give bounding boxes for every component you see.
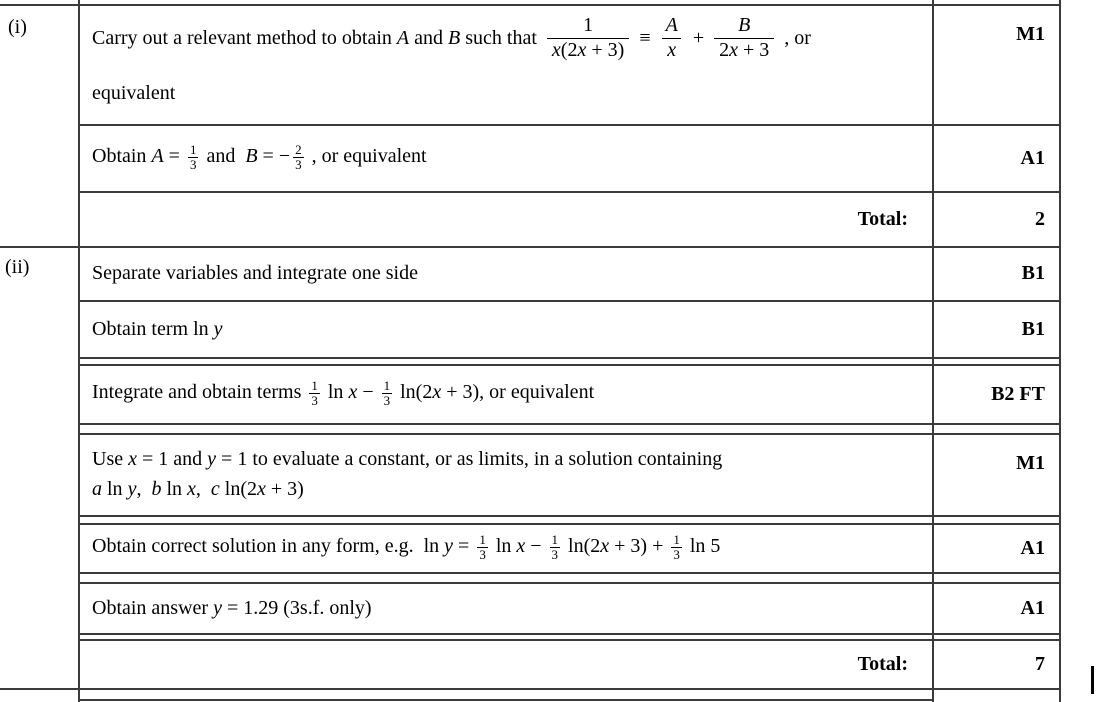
mark-value: B2 FT [991,382,1045,405]
table-border-horizontal [78,572,1059,574]
criterion-text [92,582,920,633]
total-value: 2 [1035,207,1045,230]
table-border-horizontal [78,423,1059,425]
total-label: Total: [857,207,908,230]
criterion-line-1: Obtain answer y = 1.29 (3s.f. only) [92,596,372,619]
mark-value: A1 [1020,596,1045,619]
mark-value: M1 [1016,452,1045,474]
table-border-horizontal [78,357,1059,359]
criterion-line-1: Obtain correct solution in any form, e.g. ln y = $\frac{1}{3}$ ln x − $\frac{1}{3}$ ln(2x + 3) + $\frac{1}{3}$ ln 5 [92,531,721,562]
criterion-line-1: Separate variables and integrate one side [92,262,418,284]
criterion-text [92,246,920,300]
mark-value: B1 [1021,262,1045,284]
table-border-horizontal [78,633,1059,635]
mark-value: B1 [1021,317,1045,340]
criterion-line-1: Use x = 1 and y = 1 to evaluate a constant, or as limits, in a solution containing [92,448,723,470]
criterion-line-1: Obtain term ln y [92,317,223,340]
criterion-line-1: Obtain A = $\frac{1}{3}$ and B = − $\frac{2}{3}$ , or equivalent [92,141,427,172]
part-label-ii: (ii) [5,256,30,278]
table-border-vertical [1059,0,1061,702]
table-border-horizontal-cropped-next-row [78,699,932,701]
table-border-vertical [78,0,80,702]
total-value: 7 [1035,652,1045,675]
criterion-text [92,6,920,122]
criterion-text [92,124,920,191]
criterion-line-2: equivalent [92,82,176,104]
criterion-text [92,300,920,357]
criterion-text [92,523,920,572]
mark-value: M1 [1016,23,1045,45]
total-label: Total: [857,652,908,675]
text-cursor [1091,666,1094,694]
criterion-line-2: a ln y, b ln x, c ln(2x + 3) [92,478,304,500]
criterion-line-1: Carry out a relevant method to obtain A and B such that 1 x (2 x + 3) ≡ $\frac{A}{x}$ + B 2 x + 3 , or [92,13,811,61]
mark-value: A1 [1020,146,1045,169]
criterion-text [92,364,920,423]
criterion-line-1: Integrate and obtain terms $\frac{1}{3}$ ln x − $\frac{1}{3}$ ln(2x + 3), or equivalent [92,377,595,408]
criterion-text [92,433,920,515]
mark-value: A1 [1020,536,1045,559]
table-border-horizontal [78,515,1059,517]
table-border-horizontal [0,688,1059,690]
part-label-i: (i) [8,16,27,38]
